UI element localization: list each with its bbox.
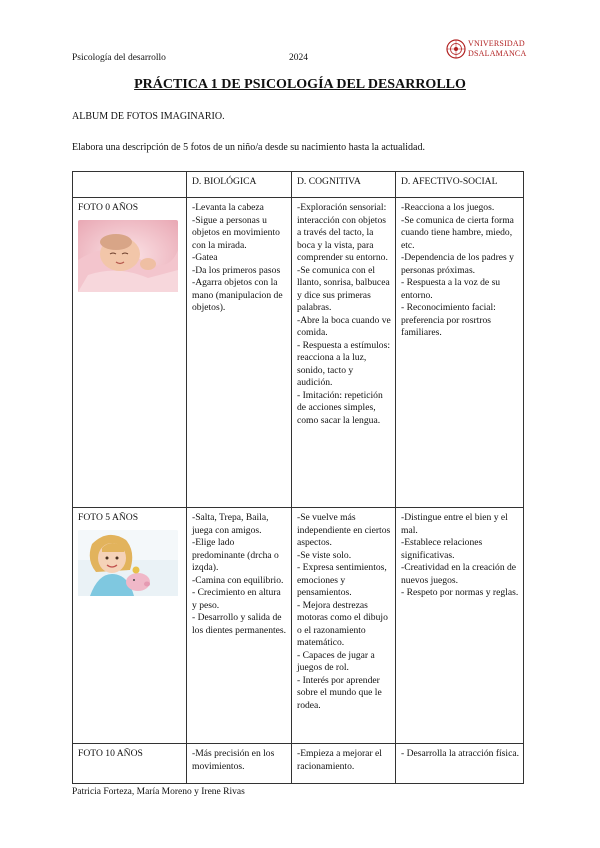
table-row [73, 198, 524, 508]
child-photo [78, 530, 178, 601]
table-row [73, 744, 524, 784]
row-label: FOTO 5 AÑOS [78, 512, 139, 523]
row-label-cell [73, 198, 187, 508]
logo-line-1: VNIVERSIDAD [468, 39, 525, 48]
cog-cell: -Empieza a mejorar el racionamiento. [292, 744, 396, 784]
page-title: PRÁCTICA 1 DE PSICOLOGÍA DEL DESARROLLO [134, 77, 466, 92]
header-afectivo-social: D. AFECTIVO-SOCIAL [396, 172, 524, 198]
header-empty [73, 172, 187, 198]
cog-cell: -Exploración sensorial: interacción con objetos a través del tacto, la boca y la vista, para comprender su entorno. -Se comunica con el llanto, sonrisa, balbucea y dice sus primeras palabras. -Abre la boca cuando ve comida. - Respuesta a estímulos: reacciona a la luz, sonido, tacto y audición. - Imitación: repetición de acciones simples, como sacar la lengua. [292, 198, 396, 508]
table-row [73, 508, 524, 744]
header-subject: Psicología del desarrollo [72, 53, 166, 63]
soc-cell: -Reacciona a los juegos. -Se comunica de cierta forma cuando tiene hambre, miedo, etc. -Dependencia de los padres y personas próximas. - Respuesta a la voz de su entorno. - Reconocimiento facial: preferencia por rosrtros familiares. [396, 198, 524, 508]
bio-cell: -Levanta la cabeza -Sigue a personas u objetos en movimiento con la mirada. -Gatea -Da los primeros pasos -Agarra objetos con la mano (manipulacion de objetos). [187, 198, 292, 508]
footer-authors: Patricia Forteza, María Moreno y Irene Rivas [72, 787, 245, 797]
subtitle: ALBUM DE FOTOS IMAGINARIO. [72, 111, 225, 122]
row-label: FOTO 10 AÑOS [78, 748, 143, 759]
header-year: 2024 [289, 53, 308, 63]
logo-line-2: DSALAMANCA [468, 49, 527, 58]
university-logo [446, 37, 530, 63]
soc-cell: -Distingue entre el bien y el mal. -Establece relaciones significativas. -Creatividad en la creación de nuevos juegos. - Respeto por normas y reglas. [396, 508, 524, 744]
instruction: Elabora una descripción de 5 fotos de un niño/a desde su nacimiento hasta la actualidad. [72, 142, 425, 153]
row-label-cell [73, 744, 187, 784]
bio-cell: -Más precisión en los movimientos. [187, 744, 292, 784]
row-label: FOTO 0 AÑOS [78, 202, 139, 213]
cog-cell: -Se vuelve más independiente en ciertos aspectos. -Se viste solo. - Expresa sentimientos, emociones y pensamientos. - Mejora destrezas motoras como el dibujo o el razonamiento matemático. - Capaces de jugar a juegos de rol. - Interés por aprender sobre el mundo que le rodea. [292, 508, 396, 744]
development-table [72, 171, 524, 784]
header-biologica: D. BIOLÓGICA [187, 172, 292, 198]
header-cognitiva: D. COGNITIVA [292, 172, 396, 198]
baby-photo [78, 220, 178, 297]
table-header-row [73, 172, 524, 198]
bio-cell: -Salta, Trepa, Baila, juega con amigos. -Elige lado predominante (drcha o izqda). -Camina con equilibrio. - Crecimiento en altura y peso. - Desarrollo y salida de los dientes permanentes. [187, 508, 292, 744]
soc-cell: - Desarrolla la atracción física. [396, 744, 524, 784]
university-seal-icon [446, 37, 466, 61]
row-label-cell [73, 508, 187, 744]
